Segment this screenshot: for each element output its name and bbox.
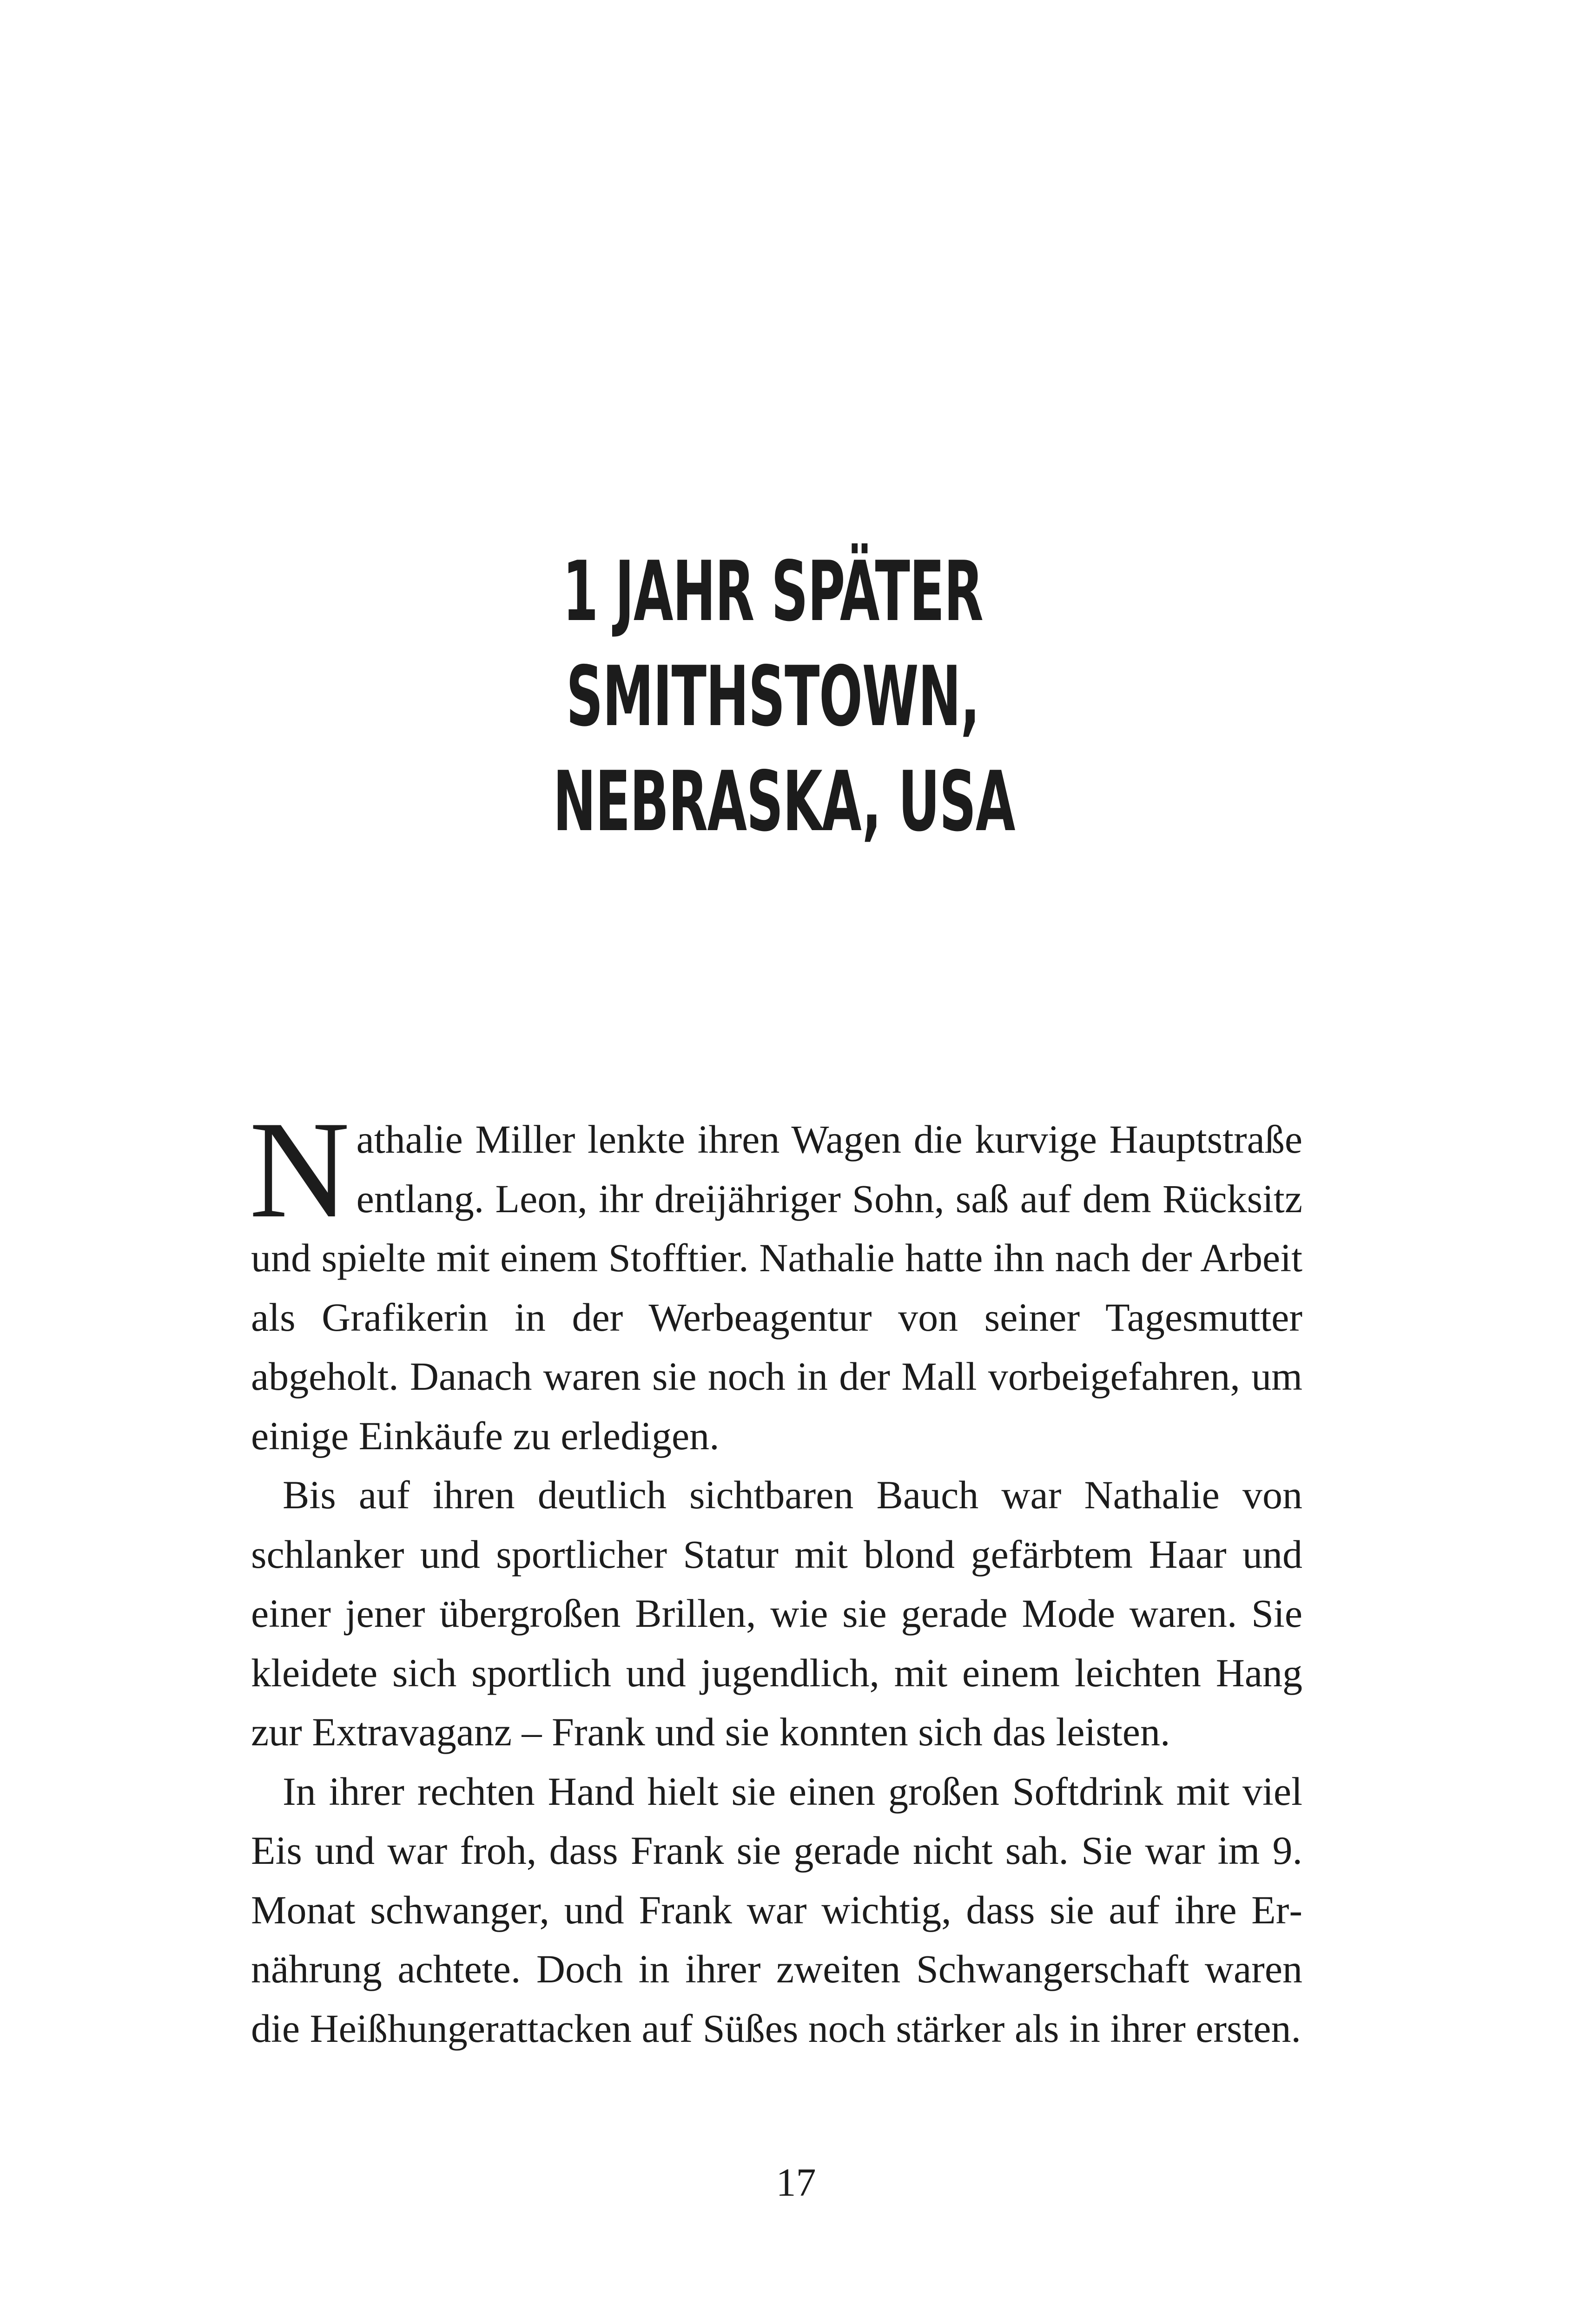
paragraph-3: In ihrer rechten Hand hielt sie einen großen Softdrink mit viel Eis und war froh, dass Frank sie gerade nicht sah. Sie war im 9. Monat schwanger, und Frank war wichtig, dass sie auf ihre Ernährung achtete. Doch in ihrer zweiten Schwangerschaft waren die Heißhungerattacken auf Süßes noch stärker als in ihrer ersten. <box>251 1769 1302 2051</box>
paragraph-1 <box>249 1092 1302 1466</box>
heading-place-city: SMITHSTOWN, <box>566 648 979 745</box>
chapter-heading <box>553 539 1015 854</box>
heading-time: 1 JAHR SPÄTER <box>562 543 983 640</box>
paragraph-1-text: athalie Miller lenkte ihren Wagen die kurvige Hauptstraße entlang. Leon, ihr dreijähriger Sohn, saß auf dem Rücksitz und spielte mit einem Stofftier. Nathalie hatte ihn nach der Arbeit als Grafikerin in der Werbeagentur von seiner Tagesmutter abgeholt. Danach waren sie noch in der Mall vorbeigefahren, um einige Einkäufe zu erledigen. <box>251 1117 1302 1458</box>
paragraph-2: Bis auf ihren deutlich sichtbaren Bauch war Nathalie von schlanker und sportlicher Statur mit blond gefärbtem Haar und einer jener übergroßen Brillen, wie sie gerade Mode waren. Sie kleidete sich sportlich und jugendlich, mit einem leichten Hang zur Extravaganz – Frank und sie konnten sich das leisten. <box>251 1472 1302 1754</box>
chapter-body-text <box>249 1092 1302 2058</box>
page-number: 17 <box>776 2160 816 2205</box>
drop-cap: N <box>249 1092 350 1247</box>
heading-place-state: NEBRASKA, USA <box>553 753 1015 850</box>
